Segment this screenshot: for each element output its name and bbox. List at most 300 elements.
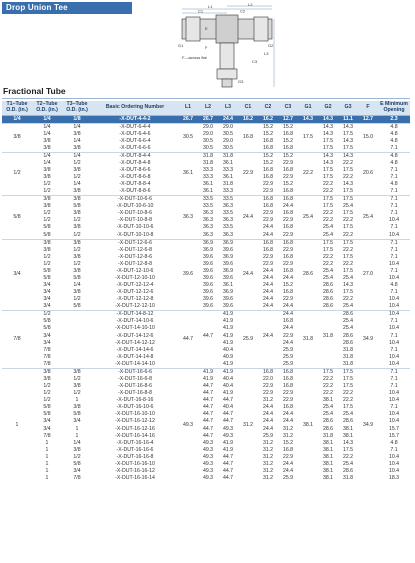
cell-c3: 16.8	[282, 130, 294, 137]
cell-l2: 44.7	[202, 332, 214, 339]
cell-g2	[318, 361, 338, 369]
cell-e: 7.1	[390, 203, 398, 210]
cell-c1: 16.2	[238, 115, 258, 123]
cell-g2: 14.3	[318, 123, 338, 131]
cell-c2: 24.4	[262, 289, 274, 296]
table-row	[2, 174, 410, 181]
cell-ordering-number: -X-DUT-16-6-8	[117, 375, 152, 382]
cell-c2: 31.2	[262, 461, 274, 468]
table-row	[2, 468, 410, 475]
cell-g3: 17.5	[342, 224, 354, 231]
cell-e: 10.4	[388, 339, 400, 346]
cell-l3: 49.3	[222, 425, 234, 432]
cell-g2: 22.2	[322, 253, 334, 260]
cell-t1: 1/4	[2, 115, 32, 123]
cell-l3: 36.1	[222, 159, 234, 166]
cell-l3: 44.7	[222, 453, 234, 460]
cell-l3: 29.0	[218, 123, 238, 131]
cell-g2: 31.8	[322, 432, 334, 439]
cell-g3: 14.3	[342, 439, 354, 446]
cell-g1: 28.6	[298, 239, 318, 311]
page-title: Drop Union Tee	[6, 3, 68, 12]
table-row	[2, 254, 410, 261]
table-row	[2, 247, 410, 254]
cell-l2: 26.7	[198, 115, 218, 123]
cell-l3: 44.7	[222, 397, 234, 404]
cell-l3: 44.7	[222, 468, 234, 475]
cell-c3: 24.4	[282, 303, 294, 310]
cell-g2: 14.3	[318, 115, 338, 123]
cell-l3: 36.9	[218, 239, 238, 247]
cell-g2: 14.3	[322, 159, 334, 166]
cell-c2: 15.2	[258, 123, 278, 131]
cell-ordering-number: -X-DUT-10-10-6	[116, 224, 154, 231]
cell-c2: 22.9	[262, 260, 274, 267]
cell-t3	[62, 354, 92, 361]
cell-g3: 28.6	[342, 332, 354, 339]
table-row	[2, 268, 410, 275]
cell-l3: 36.9	[222, 267, 234, 274]
cell-t3: 1	[75, 425, 79, 432]
cell-ordering-number: -X-DUT-14-12-6	[116, 332, 154, 339]
cell-l1: 36.3	[178, 196, 198, 239]
cell-t3: 1/2	[73, 375, 81, 382]
cell-t2: 1	[45, 446, 49, 453]
table-row	[2, 390, 410, 397]
cell-t2: 3/8	[43, 203, 51, 210]
hex-note: F—across flat	[182, 55, 207, 60]
column-header: L2	[198, 101, 218, 115]
cell-l3: 41.9	[218, 368, 238, 376]
cell-l3: 41.9	[222, 325, 234, 332]
cell-c3: 24.4	[282, 325, 294, 332]
cell-l2: 39.6	[202, 296, 214, 303]
cell-g2	[318, 354, 338, 361]
cell-t3: 1/4	[73, 282, 81, 289]
cell-e: 10.4	[388, 231, 400, 238]
cell-t3: 1/2	[73, 246, 81, 253]
table-row	[2, 138, 410, 145]
cell-l2: 49.3	[202, 453, 214, 460]
cell-l3: 36.3	[222, 231, 234, 238]
cell-e: 4.8	[390, 130, 398, 137]
table-header	[2, 101, 410, 115]
cell-g2: 25.4	[322, 231, 334, 238]
cell-ordering-number: -X-DUT-16-16-14	[115, 475, 155, 482]
table-row	[2, 475, 410, 482]
cell-l3: 40.4	[222, 382, 234, 389]
cell-g2: 25.4	[322, 411, 334, 418]
cell-l2: 44.7	[202, 397, 214, 404]
cell-ordering-number: -X-DUT-16-16-10	[115, 461, 155, 468]
cell-c1: 24.4	[238, 239, 258, 311]
cell-l2: 49.3	[202, 439, 214, 446]
cell-ordering-number: -X-DUT-12-12-6	[116, 289, 154, 296]
cell-f: 34.9	[358, 311, 378, 369]
cell-g3: 17.5	[342, 130, 354, 137]
cell-e: 10.4	[388, 217, 400, 224]
cell-c2: 22.9	[262, 188, 274, 195]
cell-l2: 33.3	[202, 174, 214, 181]
cell-g2: 17.5	[322, 166, 334, 173]
cell-g2: 38.1	[322, 453, 334, 460]
cell-l2	[198, 340, 218, 347]
cell-g2: 25.4	[322, 274, 334, 281]
cell-g3: 31.8	[342, 360, 354, 367]
table-row	[2, 411, 410, 418]
cell-g3: 22.2	[342, 453, 354, 460]
cell-ordering-number: -X-DUT-12-10-10	[115, 274, 155, 281]
cell-c2: 31.2	[262, 446, 274, 453]
table-row	[2, 454, 410, 461]
cell-ordering-number: -X-DUT-14-10-10	[115, 325, 155, 332]
cell-c2: 16.8	[262, 203, 274, 210]
cell-t3: 3/8	[73, 130, 81, 137]
cell-ordering-number: -X-DUT-6-6-4	[119, 137, 151, 144]
cell-c2: 24.4	[262, 296, 274, 303]
cell-g2: 17.5	[322, 174, 334, 181]
cell-g3: 22.2	[342, 159, 354, 166]
cell-l3: 41.9	[222, 332, 234, 339]
cell-e: 7.1	[390, 404, 398, 411]
cell-t3: 3/8	[62, 368, 92, 376]
cell-e: 10.4	[388, 260, 400, 267]
cell-g3: 11.1	[338, 115, 358, 123]
cell-c2	[258, 347, 278, 354]
cell-l3: 36.9	[222, 289, 234, 296]
cell-c2: 24.4	[262, 224, 274, 231]
cell-t3: 3/8	[73, 188, 81, 195]
cell-g3: 28.6	[338, 311, 358, 319]
cell-g2: 22.2	[322, 382, 334, 389]
table-row	[2, 397, 410, 404]
cell-c3: 24.4	[282, 418, 294, 425]
cell-c2: 24.4	[262, 425, 274, 432]
cell-l2: 44.7	[202, 404, 214, 411]
cell-c3: 31.2	[282, 425, 294, 432]
cell-l2: 33.5	[198, 196, 218, 204]
cell-g2: 38.1	[322, 475, 334, 482]
cell-t3: 1/4	[73, 181, 81, 188]
table-row	[2, 447, 410, 454]
cell-t2: 1/2	[43, 217, 51, 224]
cell-t3: 1/8	[62, 115, 92, 123]
cell-l2: 44.7	[202, 425, 214, 432]
cell-l2: 36.1	[202, 188, 214, 195]
cell-g3: 22.2	[342, 217, 354, 224]
cell-l2: 49.3	[202, 475, 214, 482]
cell-l2: 49.3	[202, 468, 214, 475]
label-l1: L1	[208, 4, 213, 9]
cell-g2	[318, 347, 338, 354]
cell-g2: 28.6	[322, 282, 334, 289]
cell-ordering-number: -X-DUT-16-16-6	[116, 446, 154, 453]
cell-c3: 15.2	[278, 123, 298, 131]
cell-ordering-number: -X-DUT-6-4-6	[119, 130, 151, 137]
cell-t2: 1/4	[43, 159, 51, 166]
cell-ordering-number: -X-DUT-12-8-8	[117, 260, 152, 267]
cell-g1: 38.1	[298, 368, 318, 482]
cell-c3: 24.4	[282, 411, 294, 418]
cell-t2: 1/4	[43, 130, 51, 137]
cell-l2: 29.0	[202, 130, 214, 137]
cell-c3: 16.8	[282, 267, 294, 274]
table-row	[2, 347, 410, 354]
cell-g3: 22.2	[342, 296, 354, 303]
cell-t2: 3/4	[43, 303, 51, 310]
table-row	[2, 296, 410, 303]
cell-t3: 1/2	[73, 217, 81, 224]
cell-g1: 31.8	[298, 311, 318, 369]
cell-t2: 3/8	[43, 144, 51, 151]
cell-g2: 38.1	[322, 397, 334, 404]
cell-c3: 16.8	[282, 318, 294, 325]
cell-t2: 3/4	[43, 339, 51, 346]
cell-l2: 49.3	[202, 461, 214, 468]
cell-t3: 1/4	[73, 439, 81, 446]
cell-g3: 25.4	[342, 325, 354, 332]
label-e: E	[205, 26, 208, 31]
cell-ordering-number: -X-DUT-16-16-12	[115, 468, 155, 475]
cell-t3: 1/2	[73, 231, 81, 238]
cell-ordering-number: -X-DUT-16-16-8	[116, 453, 154, 460]
cell-t2: 1/2	[43, 260, 51, 267]
table-row	[2, 167, 410, 174]
table-row	[2, 383, 410, 390]
cell-l3: 29.0	[222, 137, 234, 144]
cell-l3: 31.8	[222, 181, 234, 188]
cell-ordering-number: -X-DUT-8-6-8	[119, 174, 151, 181]
cell-t3: 3/8	[73, 210, 81, 217]
cell-l3: 39.6	[222, 260, 234, 267]
cell-t1: 3/8	[2, 123, 32, 152]
cell-ordering-number: -X-DUT-14-10-6	[116, 318, 154, 325]
cell-c2: 15.2	[258, 152, 278, 160]
cell-l3: 36.1	[222, 174, 234, 181]
cell-l3: 40.4	[222, 404, 234, 411]
cell-c2: 25.9	[262, 432, 274, 439]
cell-l3: 33.5	[222, 210, 234, 217]
cell-g2: 17.5	[322, 203, 334, 210]
cell-ordering-number: -X-DUT-10-10-8	[116, 231, 154, 238]
table-row	[2, 210, 410, 217]
cell-ordering-number: -X-DUT-16-12-12	[115, 418, 155, 425]
cell-t2: 1/2	[43, 397, 51, 404]
cell-c2: 24.4	[262, 332, 274, 339]
cell-e: 10.4	[388, 418, 400, 425]
cell-t2: 3/8	[43, 174, 51, 181]
cell-ordering-number: -X-DUT-12-6-8	[117, 246, 152, 253]
cell-g3: 25.4	[342, 274, 354, 281]
cell-t2: 5/8	[43, 318, 51, 325]
cell-t2: 3/8	[43, 246, 51, 253]
cell-e: 7.1	[390, 446, 398, 453]
cell-g3: 14.3	[342, 137, 354, 144]
table-row	[2, 426, 410, 433]
cell-g2: 22.2	[322, 375, 334, 382]
table-row	[2, 376, 410, 383]
cell-e: 10.4	[388, 325, 400, 332]
cell-t3: 1/2	[73, 159, 81, 166]
cell-ordering-number: -X-DUT-16-16-4	[116, 439, 154, 446]
cell-t3: 3/8	[73, 382, 81, 389]
cell-ordering-number: -X-DUT-8-6-6	[119, 166, 151, 173]
cell-l2	[198, 354, 218, 361]
cell-g2: 28.6	[322, 296, 334, 303]
cell-g2: 28.6	[322, 289, 334, 296]
cell-g2: 22.2	[322, 390, 334, 397]
cell-l3: 41.9	[222, 339, 234, 346]
cell-t2: 5/8	[43, 274, 51, 281]
cell-t2: 1	[45, 461, 49, 468]
cell-g2	[318, 318, 338, 325]
cell-t3: 3/8	[73, 289, 81, 296]
cell-c3: 22.9	[282, 231, 294, 238]
table-row	[2, 433, 410, 440]
cell-c3: 16.8	[282, 188, 294, 195]
cell-c2: 24.4	[262, 231, 274, 238]
cell-t3	[62, 332, 92, 339]
cell-t1: 5/8	[2, 196, 32, 239]
cell-l3: 40.4	[222, 346, 234, 353]
table-row	[2, 325, 410, 332]
column-header: T1–Tube O.D. (in.)	[2, 101, 32, 115]
cell-l3: 36.9	[222, 253, 234, 260]
cell-l1: 36.1	[178, 152, 198, 195]
cell-ordering-number: -X-DUT-12-10-6	[116, 267, 154, 274]
cell-e: 7.1	[390, 224, 398, 231]
cell-c3: 24.4	[282, 203, 294, 210]
cell-g3: 17.5	[342, 210, 354, 217]
cell-ordering-number: -X-DUT-12-12-4	[116, 282, 154, 289]
cell-t3: 1/2	[73, 453, 81, 460]
cell-c3: 22.9	[282, 260, 294, 267]
cell-l2: 44.7	[202, 411, 214, 418]
cell-l2: 41.9	[198, 368, 218, 376]
cell-t3: 1	[75, 397, 79, 404]
table-row	[2, 239, 410, 247]
divider	[2, 98, 410, 99]
cell-t2: 3/4	[43, 332, 51, 339]
cell-e: 10.4	[388, 274, 400, 281]
cell-t3: 1	[75, 432, 79, 439]
cell-t1: 3/4	[2, 239, 32, 311]
cell-c2: 15.2	[262, 159, 274, 166]
cell-e: 7.1	[378, 368, 410, 376]
cell-c3: 22.9	[282, 332, 294, 339]
cell-l2	[198, 311, 218, 319]
cell-g3: 14.3	[338, 123, 358, 131]
cell-e: 4.8	[378, 152, 410, 160]
cell-e: 10.4	[388, 360, 400, 367]
cell-g2: 25.4	[322, 224, 334, 231]
cell-l2: 44.7	[202, 418, 214, 425]
cell-l3: 41.9	[222, 360, 234, 367]
cell-t2: 1	[45, 439, 49, 446]
cell-g1: 14.3	[298, 115, 318, 123]
cell-c2: 16.8	[262, 166, 274, 173]
cell-l2: 30.5	[202, 137, 214, 144]
table-row	[2, 275, 410, 282]
cell-l2	[198, 347, 218, 354]
cell-t2: 1/2	[43, 382, 51, 389]
cell-t3: 3/4	[73, 418, 81, 425]
label-g1: G1	[178, 43, 184, 48]
column-header: G1	[298, 101, 318, 115]
cell-g3: 28.6	[342, 468, 354, 475]
cell-c2: 31.2	[262, 475, 274, 482]
cell-f: 15.0	[358, 123, 378, 152]
label-l2: L2	[248, 3, 253, 7]
cell-l3: 39.6	[222, 274, 234, 281]
table-row	[2, 115, 410, 123]
cell-c2: 24.4	[262, 404, 274, 411]
cell-t2: 3/8	[32, 196, 62, 204]
cell-c3: 25.9	[282, 346, 294, 353]
cell-t2: 3/8	[32, 239, 62, 247]
cell-t3: 3/8	[73, 404, 81, 411]
cell-t3: 1/2	[73, 260, 81, 267]
cell-l2: 39.6	[202, 303, 214, 310]
cell-ordering-number: -X-DUT-12-12-8	[116, 296, 154, 303]
cell-l3: 41.9	[222, 390, 234, 397]
cell-g3: 17.5	[342, 446, 354, 453]
cell-g3: 17.5	[342, 144, 354, 151]
table-row	[2, 282, 410, 289]
table-row	[2, 332, 410, 339]
cell-l3: 39.6	[222, 296, 234, 303]
cell-l2: 36.1	[202, 181, 214, 188]
cell-c2: 22.9	[262, 382, 274, 389]
cell-l2: 36.3	[202, 210, 214, 217]
cell-g3: 17.5	[342, 267, 354, 274]
cell-c2: 22.9	[262, 390, 274, 397]
cell-c2: 31.2	[262, 468, 274, 475]
section-subtitle: Fractional Tube	[3, 86, 66, 96]
cell-ordering-number: -X-DUT-16-10-10	[115, 411, 155, 418]
cell-g3: 31.8	[342, 475, 354, 482]
cell-g2: 25.4	[322, 267, 334, 274]
cell-t3: 3/8	[73, 144, 81, 151]
cell-t3: 5/8	[73, 274, 81, 281]
cell-g1: 25.4	[298, 196, 318, 239]
cell-c2: 16.8	[262, 137, 274, 144]
cell-g2: 28.6	[322, 303, 334, 310]
cell-e: 7.1	[390, 144, 398, 151]
column-header: T2–Tube O.D. (in.)	[32, 101, 62, 115]
cell-e: 7.1	[390, 318, 398, 325]
cell-l2	[198, 325, 218, 332]
cell-g3: 28.6	[342, 418, 354, 425]
cell-l3: 44.7	[222, 411, 234, 418]
cell-t3: 3/8	[62, 239, 92, 247]
cell-g3: 31.8	[342, 346, 354, 353]
cell-l1: 44.7	[178, 311, 198, 369]
cell-f: 20.6	[358, 152, 378, 195]
cell-l2: 31.8	[198, 152, 218, 160]
cell-c2: 22.9	[262, 253, 274, 260]
cell-c2: 31.2	[262, 397, 274, 404]
cell-c3: 22.9	[282, 453, 294, 460]
column-header: C2	[258, 101, 278, 115]
cell-f: 27.0	[358, 239, 378, 311]
cell-c2: 22.9	[262, 210, 274, 217]
cell-ordering-number: -X-DUT-8-8-4	[119, 181, 151, 188]
cell-c1: 22.9	[238, 152, 258, 195]
cell-l2: 33.3	[202, 166, 214, 173]
cell-c3: 12.7	[278, 115, 298, 123]
cell-c3: 16.8	[282, 210, 294, 217]
